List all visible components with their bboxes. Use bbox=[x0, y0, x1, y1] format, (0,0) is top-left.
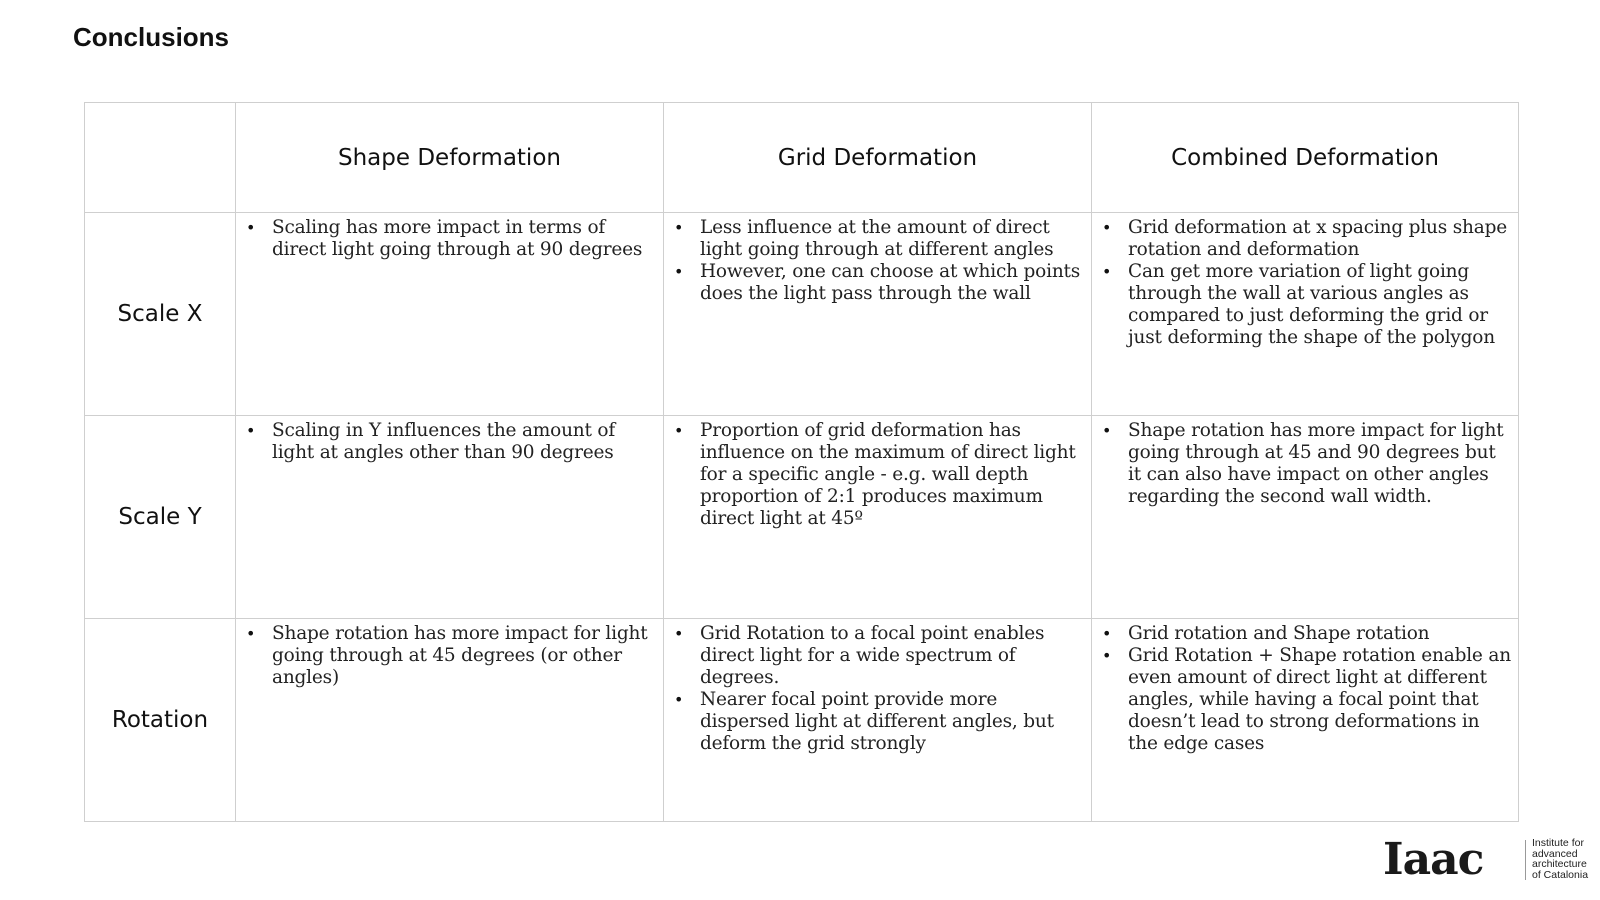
cell-rotation-shape bbox=[236, 619, 664, 822]
column-header-combined-deformation: Combined Deformation bbox=[1092, 103, 1519, 213]
cell-scale-x-combined bbox=[1092, 213, 1519, 416]
logo-text-line: of Catalonia bbox=[1532, 868, 1589, 881]
bullet-list bbox=[664, 623, 1091, 755]
column-header-grid-deformation: Grid Deformation bbox=[664, 103, 1092, 213]
bullet-item: • Nearer focal point provide more dispersed light at different angles, but deform the grid strongly bbox=[700, 689, 1085, 755]
page-title: Conclusions bbox=[73, 22, 230, 52]
bullet-item: • Grid deformation at x spacing plus shape rotation and deformation bbox=[1128, 217, 1512, 261]
bullet-item: • Less influence at the amount of direct light going through at different angles bbox=[700, 217, 1085, 261]
logo-mark: Iaac bbox=[1383, 834, 1484, 885]
iaac-logo bbox=[1383, 834, 1593, 888]
row-header-rotation: Rotation bbox=[85, 619, 236, 822]
bullet-list bbox=[236, 217, 663, 261]
cell-rotation-grid bbox=[664, 619, 1092, 822]
cell-scale-x-grid bbox=[664, 213, 1092, 416]
bullet-item: • Can get more variation of light going through the wall at various angles as compared to just deforming the grid or just deforming the shape of the polygon bbox=[1128, 261, 1512, 349]
table-header-row bbox=[85, 103, 1519, 213]
cell-scale-y-grid bbox=[664, 416, 1092, 619]
logo-text-line: architecture bbox=[1532, 858, 1587, 870]
bullet-item: • However, one can choose at which points does the light pass through the wall bbox=[700, 261, 1085, 305]
bullet-list bbox=[1092, 217, 1518, 349]
bullet-item: • Shape rotation has more impact for light going through at 45 degrees (or other angles) bbox=[272, 623, 657, 689]
cell-scale-x-shape bbox=[236, 213, 664, 416]
bullet-item: • Grid rotation and Shape rotation bbox=[1128, 623, 1512, 645]
corner-cell bbox=[85, 103, 236, 213]
cell-scale-y-combined bbox=[1092, 416, 1519, 619]
row-header-scale-y: Scale Y bbox=[85, 416, 236, 619]
bullet-item: • Scaling in Y influences the amount of light at angles other than 90 degrees bbox=[272, 420, 657, 464]
bullet-list bbox=[664, 420, 1091, 530]
cell-rotation-combined bbox=[1092, 619, 1519, 822]
bullet-item: • Grid Rotation to a focal point enables direct light for a wide spectrum of degrees. bbox=[700, 623, 1085, 689]
logo-text bbox=[1532, 838, 1600, 880]
bullet-list bbox=[1092, 623, 1518, 755]
logo-text-line: advanced bbox=[1532, 847, 1578, 860]
table-row-scale-y bbox=[85, 416, 1519, 619]
logo-divider bbox=[1525, 840, 1526, 880]
table-row-scale-x bbox=[85, 213, 1519, 416]
bullet-list bbox=[664, 217, 1091, 305]
bullet-list bbox=[1092, 420, 1518, 508]
row-header-scale-x: Scale X bbox=[85, 213, 236, 416]
bullet-item: • Grid Rotation + Shape rotation enable an even amount of direct light at different angles, while having a focal point that doesn’t lead to strong deformations in the edge cases bbox=[1128, 645, 1512, 755]
column-header-shape-deformation: Shape Deformation bbox=[236, 103, 664, 213]
bullet-item: • Shape rotation has more impact for light going through at 45 and 90 degrees but it can also have impact on other angles regarding the second wall width. bbox=[1128, 420, 1512, 508]
conclusions-table bbox=[84, 102, 1519, 822]
cell-scale-y-shape bbox=[236, 416, 664, 619]
table-row-rotation bbox=[85, 619, 1519, 822]
bullet-list bbox=[236, 420, 663, 464]
logo-text-line: Institute for bbox=[1532, 837, 1584, 849]
bullet-list bbox=[236, 623, 663, 689]
bullet-item: • Scaling has more impact in terms of direct light going through at 90 degrees bbox=[272, 217, 657, 261]
bullet-item: • Proportion of grid deformation has influence on the maximum of direct light for a specific angle - e.g. wall depth proportion of 2:1 produces maximum direct light at 45º bbox=[700, 420, 1085, 530]
